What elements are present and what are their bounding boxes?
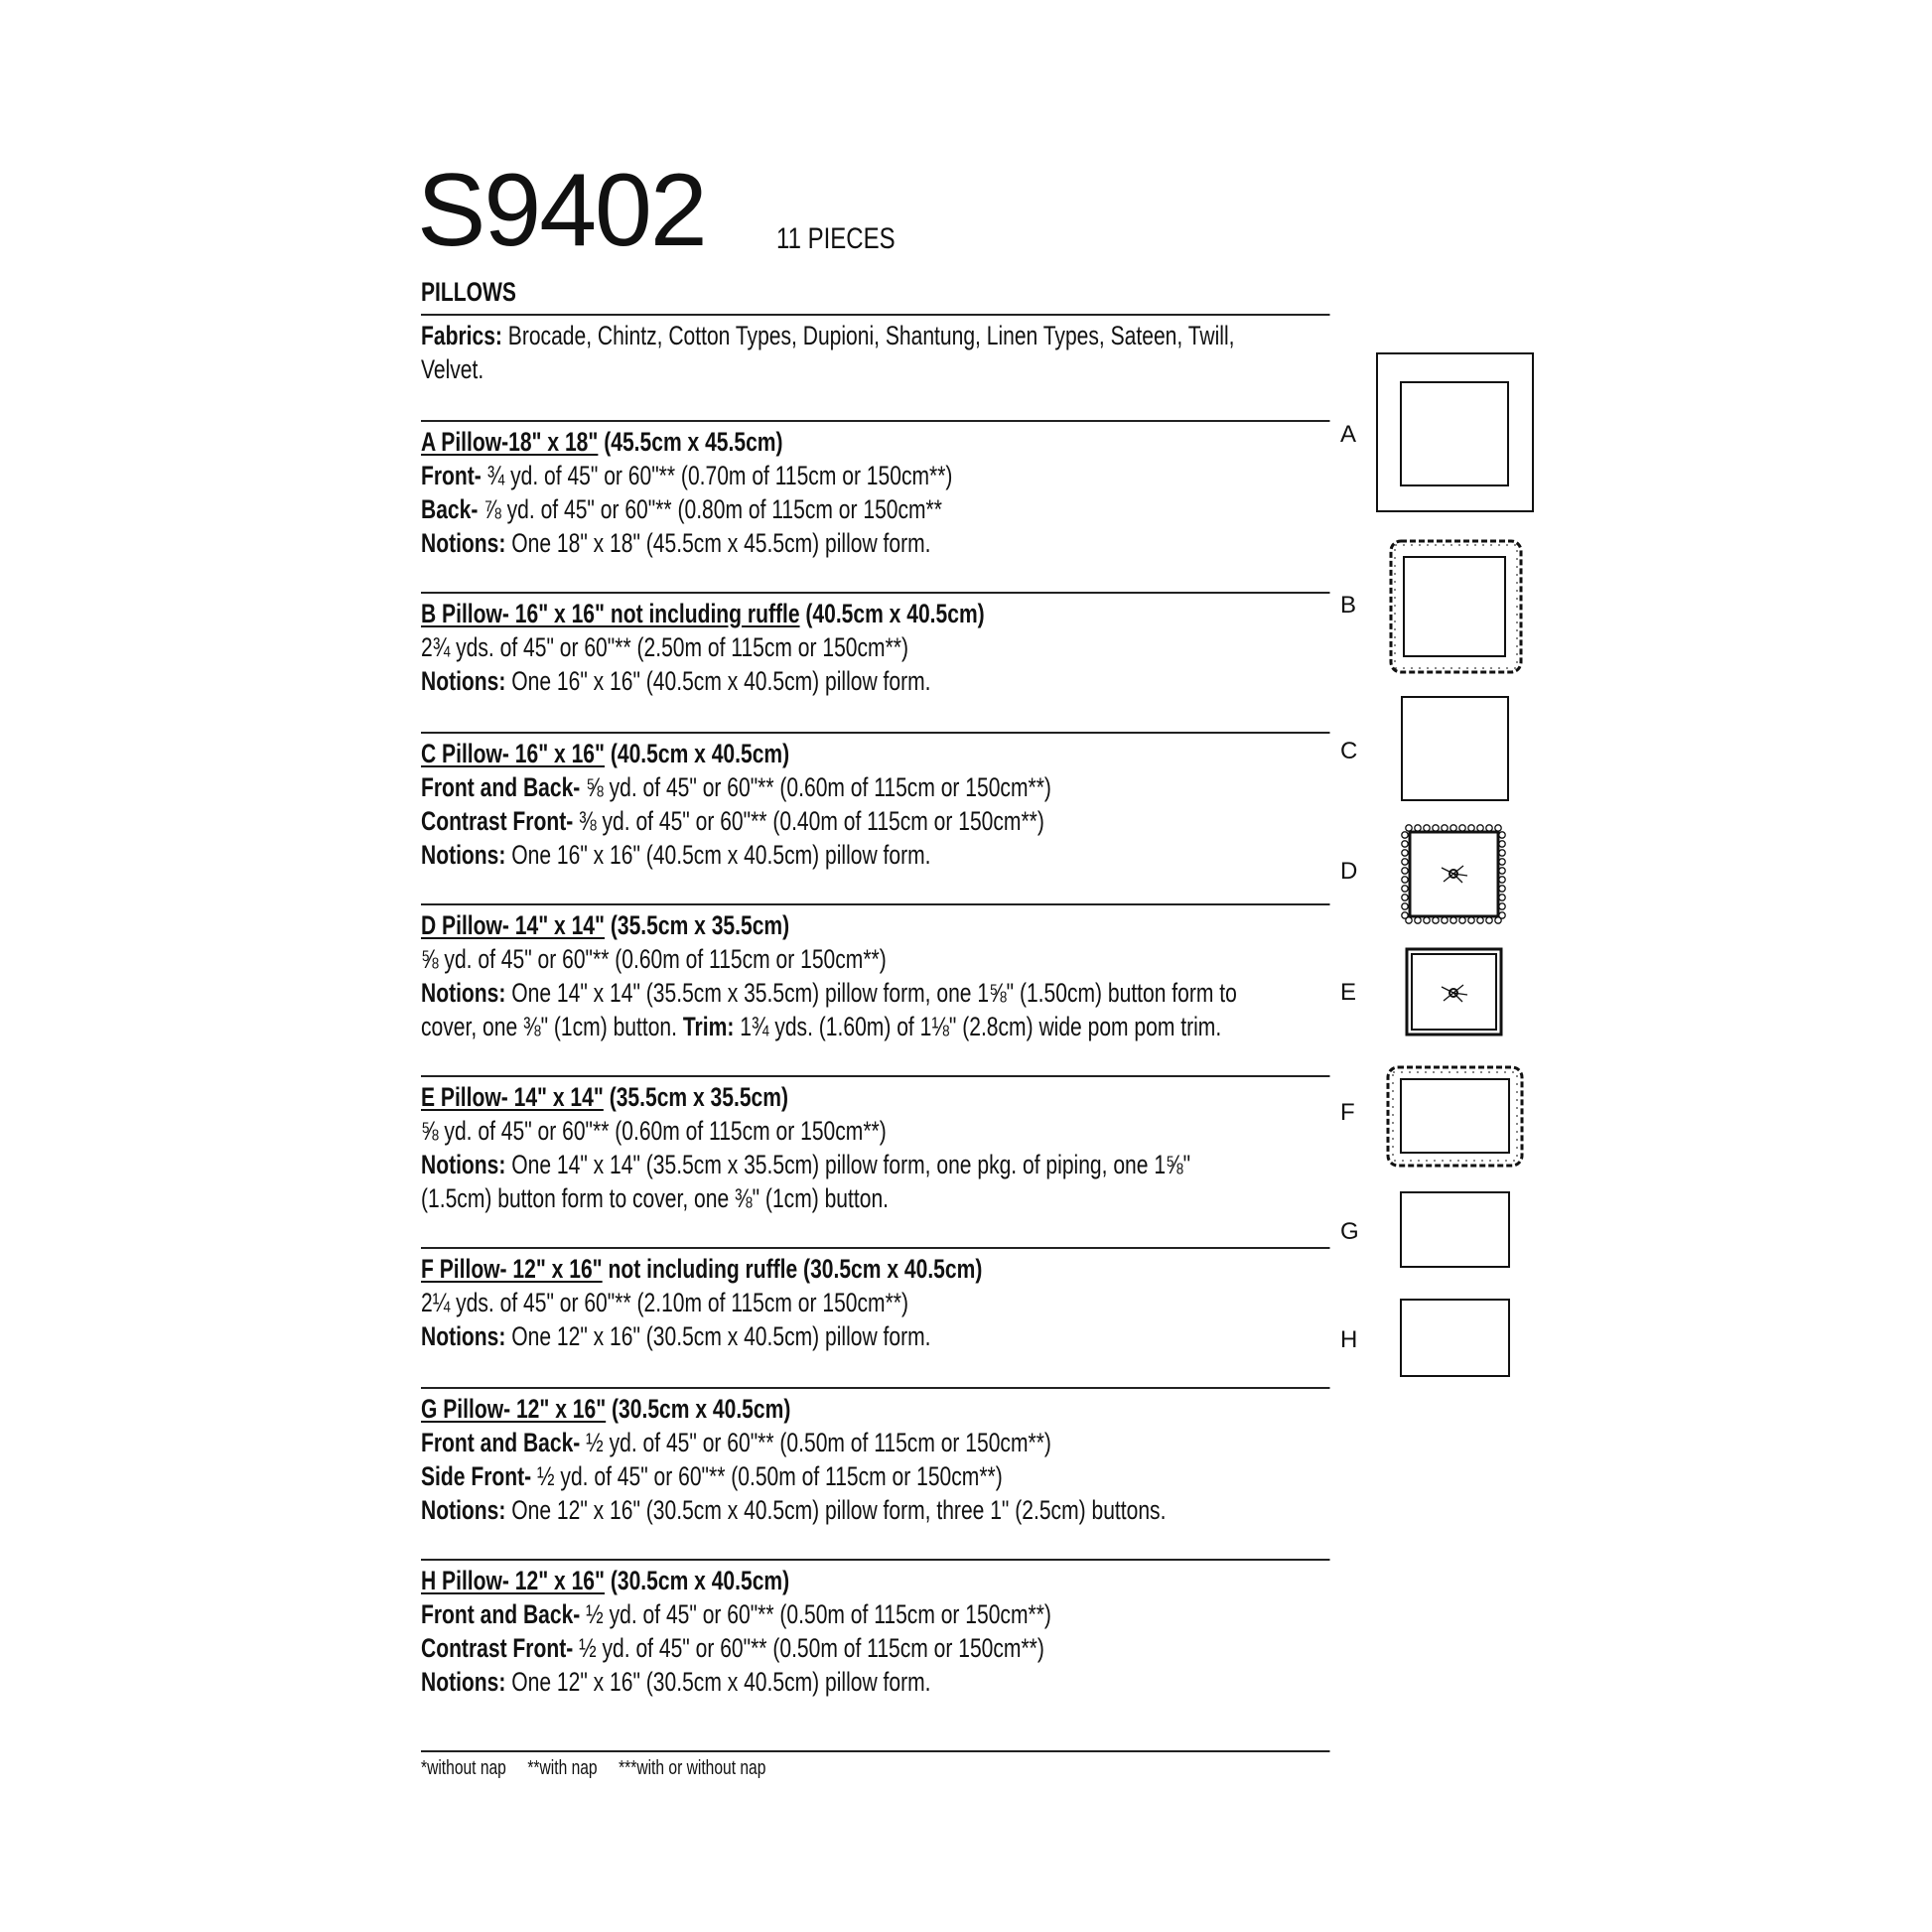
pom-pom [1402, 868, 1408, 874]
field-label: Front and Back- [421, 1599, 587, 1629]
pom-pom [1424, 917, 1430, 923]
legend-with-or-without-nap: ***with or without nap [619, 1757, 766, 1779]
pillow-c-illustration [1402, 697, 1508, 800]
pom-pom [1450, 825, 1456, 831]
field-text: One 16" x 16" (40.5cm x 40.5cm) pillow form. [511, 666, 931, 696]
field-text: 2¼ yds. of 45" or 60"** (2.10m of 115cm or 150cm**) [421, 1288, 908, 1317]
pom-pom [1450, 917, 1456, 923]
field-label: Contrast Front- [421, 806, 580, 836]
field-label: Notions: [421, 978, 512, 1008]
view-letter-f: F [1340, 1099, 1355, 1126]
view-letter-c: C [1340, 738, 1358, 764]
field-text: (1.5cm) button form to cover, one ⅜" (1cm) button. [421, 1183, 890, 1213]
pom-pom [1402, 886, 1408, 892]
view-letter-a: A [1340, 421, 1357, 448]
field-text: One 18" x 18" (45.5cm x 45.5cm) pillow form. [511, 528, 931, 558]
pillow-e-illustration [1407, 949, 1501, 1035]
pom-pom [1415, 825, 1421, 831]
pattern-number: S9402 [417, 153, 706, 268]
pom-pom [1499, 877, 1505, 883]
field-text: One 12" x 16" (30.5cm x 40.5cm) pillow form. [511, 1667, 931, 1697]
field-label: Front and Back- [421, 1428, 587, 1457]
pom-pom [1499, 868, 1505, 874]
pillow-d-illustration [1402, 825, 1505, 923]
field-text: ¾ yd. of 45" or 60"** (0.70m of 115cm or 150cm**) [486, 461, 953, 490]
pom-pom [1486, 917, 1492, 923]
view-letter-d: D [1340, 858, 1358, 885]
field-label: Notions: [421, 1667, 512, 1697]
pom-pom [1477, 825, 1483, 831]
view-letter-e: E [1340, 979, 1357, 1006]
field-text: ⅝ yd. of 45" or 60"** (0.60m of 115cm or 150cm**) [586, 772, 1051, 802]
pom-pom [1433, 917, 1439, 923]
pom-pom [1402, 832, 1408, 838]
field-text: ½ yd. of 45" or 60"** (0.50m of 115cm or 150cm**) [579, 1633, 1044, 1663]
pom-pom [1442, 825, 1448, 831]
field-label: Fabrics: [421, 321, 508, 350]
pom-pom [1477, 917, 1483, 923]
pom-pom [1402, 903, 1408, 909]
field-text: One 14" x 14" (35.5cm x 35.5cm) pillow form, one pkg. of piping, one 1⅝" [511, 1150, 1191, 1179]
view-title: C Pillow- 16" x 16" [421, 739, 606, 768]
pillow-b-illustration [1391, 541, 1521, 672]
field-text: ½ yd. of 45" or 60"** (0.50m of 115cm or 150cm**) [586, 1599, 1051, 1629]
view-title: F Pillow- 12" x 16" [421, 1254, 603, 1284]
pom-pom [1415, 917, 1421, 923]
field-text: ⅝ yd. of 45" or 60"** (0.60m of 115cm or 150cm**) [421, 944, 887, 974]
view-size: (35.5cm x 35.5cm) [605, 910, 790, 940]
pom-pom [1402, 850, 1408, 856]
pom-pom [1459, 825, 1465, 831]
field-text: cover, one ⅜" (1cm) button. [421, 1012, 683, 1041]
field-text: One 16" x 16" (40.5cm x 40.5cm) pillow form. [511, 840, 931, 870]
piece-count: 11 PIECES [776, 222, 896, 255]
field-text: ⅝ yd. of 45" or 60"** (0.60m of 115cm or 150cm**) [421, 1116, 887, 1146]
field-text: ½ yd. of 45" or 60"** (0.50m of 115cm or 150cm**) [537, 1461, 1003, 1491]
field-label: Trim: [682, 1012, 741, 1041]
view-title: A Pillow-18" x 18" [421, 427, 599, 457]
view-letter-g: G [1340, 1218, 1359, 1245]
pom-pom [1499, 850, 1505, 856]
field-label: Notions: [421, 528, 512, 558]
pom-pom [1402, 877, 1408, 883]
view-letter-b: B [1340, 592, 1357, 619]
field-label: Back- [421, 494, 484, 524]
pillow-h-illustration [1401, 1300, 1509, 1376]
pom-pom [1402, 841, 1408, 847]
view-title: E Pillow- 14" x 14" [421, 1082, 604, 1112]
pom-pom [1433, 825, 1439, 831]
view-title: D Pillow- 14" x 14" [421, 910, 606, 940]
view-title: G Pillow- 12" x 16" [421, 1394, 607, 1424]
pillow-g-illustration [1401, 1192, 1509, 1267]
field-text: One 12" x 16" (30.5cm x 40.5cm) pillow form, three 1" (2.5cm) buttons. [511, 1495, 1167, 1525]
pom-pom [1406, 825, 1412, 831]
pom-pom [1459, 917, 1465, 923]
field-label: Side Front- [421, 1461, 537, 1491]
legend-with-nap: **with nap [527, 1757, 598, 1779]
pillow-f-illustration [1388, 1067, 1522, 1166]
field-label: Notions: [421, 1321, 512, 1351]
pom-pom [1442, 917, 1448, 923]
pom-pom [1495, 825, 1501, 831]
legend-without-nap: *without nap [421, 1757, 506, 1779]
pom-pom [1486, 825, 1492, 831]
field-text: One 14" x 14" (35.5cm x 35.5cm) pillow form, one 1⅝" (1.50cm) button form to [511, 978, 1237, 1008]
pom-pom [1499, 886, 1505, 892]
pom-pom [1499, 912, 1505, 918]
field-label: Notions: [421, 1495, 512, 1525]
field-label: Notions: [421, 840, 512, 870]
pom-pom [1499, 895, 1505, 900]
pom-pom [1499, 841, 1505, 847]
field-text: ½ yd. of 45" or 60"** (0.50m of 115cm or 150cm**) [586, 1428, 1051, 1457]
pillow-a-illustration [1377, 353, 1533, 511]
field-text: Velvet. [421, 354, 484, 384]
view-size: (40.5cm x 40.5cm) [799, 599, 985, 628]
pom-pom [1424, 825, 1430, 831]
field-text: One 12" x 16" (30.5cm x 40.5cm) pillow form. [511, 1321, 931, 1351]
view-size: (45.5cm x 45.5cm) [598, 427, 783, 457]
field-text: Brocade, Chintz, Cotton Types, Dupioni, Shantung, Linen Types, Sateen, Twill, [507, 321, 1235, 350]
field-label: Notions: [421, 666, 512, 696]
view-title: H Pillow- 12" x 16" [421, 1566, 606, 1595]
view-letter-h: H [1340, 1326, 1358, 1353]
pom-pom [1499, 859, 1505, 865]
category-heading: PILLOWS [421, 277, 516, 307]
field-text: 1¾ yds. (1.60m) of 1⅛" (2.8cm) wide pom pom trim. [740, 1012, 1222, 1041]
field-text: ⅞ yd. of 45" or 60"** (0.80m of 115cm or 150cm** [483, 494, 942, 524]
view-size: (30.5cm x 40.5cm) [606, 1394, 791, 1424]
field-label: Front and Back- [421, 772, 587, 802]
view-size: not including ruffle (30.5cm x 40.5cm) [602, 1254, 983, 1284]
pom-pom [1468, 917, 1474, 923]
field-label: Front- [421, 461, 487, 490]
field-label: Contrast Front- [421, 1633, 580, 1663]
pom-pom [1499, 832, 1505, 838]
pom-pom [1402, 912, 1408, 918]
pom-pom [1468, 825, 1474, 831]
pom-pom [1499, 903, 1505, 909]
view-size: (35.5cm x 35.5cm) [603, 1082, 789, 1112]
pom-pom [1402, 895, 1408, 900]
view-title: B Pillow- 16" x 16" not including ruffle [421, 599, 800, 628]
pom-pom [1402, 859, 1408, 865]
field-text: ⅜ yd. of 45" or 60"** (0.40m of 115cm or 150cm**) [579, 806, 1044, 836]
field-label: Notions: [421, 1150, 512, 1179]
field-text: 2¾ yds. of 45" or 60"** (2.50m of 115cm or 150cm**) [421, 632, 908, 662]
view-size: (30.5cm x 40.5cm) [605, 1566, 790, 1595]
view-size: (40.5cm x 40.5cm) [605, 739, 790, 768]
